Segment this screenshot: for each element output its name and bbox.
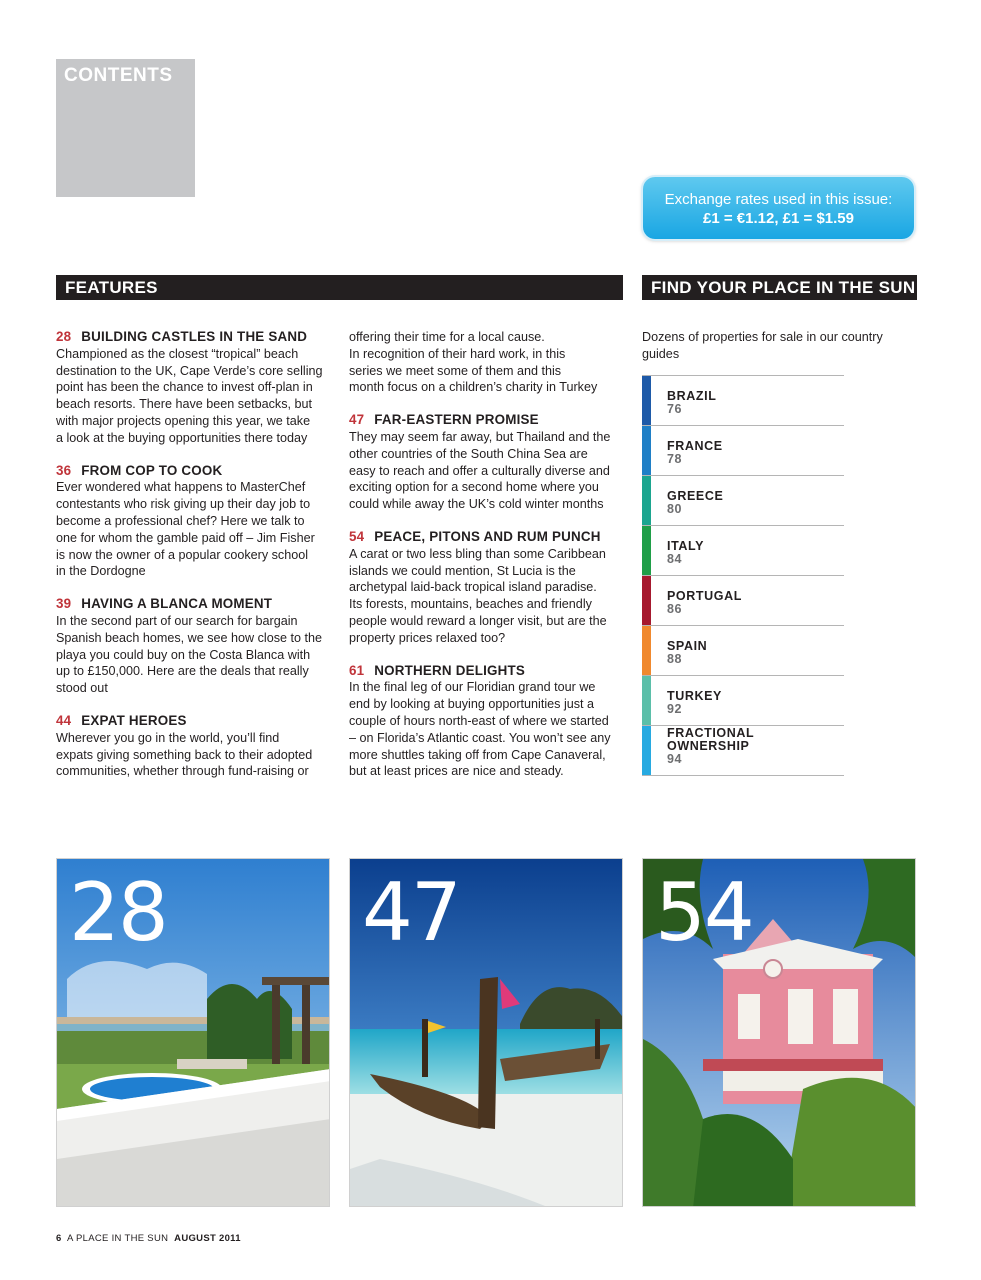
- feature-text: In the second part of our search for bargain Spanish beach homes, we see how close to the playa you could buy on the Costa Blanca with up to £150,000. Here are the deals that really stood out: [56, 613, 323, 696]
- guide-name: BRAZIL: [667, 389, 717, 403]
- feature-item[interactable]: [349, 663, 624, 781]
- guide-item-fractional-ownership[interactable]: [642, 726, 844, 776]
- guide-item-france[interactable]: [642, 426, 844, 476]
- feature-item[interactable]: [349, 529, 624, 647]
- guide-item-greece[interactable]: [642, 476, 844, 526]
- feature-page-number: 28: [56, 329, 72, 344]
- feature-page-number: 61: [349, 662, 365, 678]
- guide-color-bar: [642, 726, 651, 775]
- footer-magazine: A PLACE IN THE SUN: [66, 1233, 169, 1244]
- exchange-rate-values: £1 = €1.12, £1 = $1.59: [703, 210, 854, 227]
- exchange-rate-label: Exchange rates used in this issue:: [664, 191, 893, 208]
- feature-text: offering their time for a local cause. In recognition of their hard work, in this series we meet some of them and this month focus on a children’s charity in Turkey: [349, 330, 598, 395]
- guide-color-bar: [642, 476, 651, 525]
- feature-continuation: [349, 329, 624, 396]
- guide-color-bar: [642, 526, 651, 575]
- guide-name: FRANCE: [667, 439, 723, 453]
- feature-text: Ever wondered what happens to MasterChef contestants who risk giving up their day job to become a professional chef? Here we talk to one for whom the gamble paid off – Jim Fisher is now the owner of a popular cookery school in the Dordogne: [56, 480, 315, 579]
- guide-name: GREECE: [667, 489, 724, 503]
- guide-color-bar: [642, 376, 651, 425]
- features-column-1: [56, 329, 331, 796]
- guide-item-spain[interactable]: [642, 626, 844, 676]
- feature-title: BUILDING CASTLES IN THE SAND: [81, 329, 308, 344]
- features-heading: FEATURES: [56, 275, 623, 300]
- feature-page-number: 54: [349, 528, 365, 544]
- feature-text: A carat or two less bling than some Caribbean islands we could mention, St Lucia is the archetypal laid-back tropical island paradise. Its forests, mountains, beaches and friendly people would reward a longer visit, but are the property prices relaxed too?: [349, 546, 607, 645]
- guide-page: 78: [667, 452, 683, 466]
- feature-item[interactable]: [56, 713, 331, 780]
- guide-color-bar: [642, 626, 651, 675]
- page-footer: [56, 1233, 241, 1244]
- feature-title: PEACE, PITONS AND RUM PUNCH: [374, 528, 601, 544]
- photo-thailand-boat[interactable]: [349, 858, 623, 1207]
- feature-text: They may seem far away, but Thailand and the other countries of the South China Sea are easy to reach and offer a culturally diverse and exciting option for a second home where you could while away the UK’s cold winter months: [349, 429, 611, 512]
- feature-item[interactable]: [349, 412, 624, 513]
- guide-page: 76: [667, 402, 683, 416]
- feature-page-number: 39: [56, 596, 72, 612]
- feature-title: HAVING A BLANCA MOMENT: [81, 596, 273, 612]
- guide-color-bar: [642, 576, 651, 625]
- feature-item[interactable]: [56, 329, 331, 447]
- feature-page-number: 47: [349, 412, 365, 428]
- contents-box: [56, 59, 195, 197]
- feature-page-number: 44: [56, 712, 72, 728]
- guide-page: 84: [667, 552, 683, 566]
- photo-page-number: 47: [362, 866, 460, 959]
- guide-item-portugal[interactable]: [642, 576, 844, 626]
- feature-text: Wherever you go in the world, you’ll find expats giving something back to their adopted communities, whether through fund-raising or: [56, 730, 313, 779]
- photo-page-number: 28: [69, 866, 167, 959]
- feature-text: Championed as the closest “tropical” beach destination to the UK, Cape Verde’s core selling point has been the chance to invest off-plan in beach resorts. There have been setbacks, but with major projects opening this year, we take a look at the buying opportunities there today: [56, 346, 323, 445]
- features-column-2: [349, 329, 624, 796]
- contents-title: CONTENTS: [64, 65, 173, 86]
- guide-name: ITALY: [667, 539, 705, 553]
- guide-color-bar: [642, 676, 651, 725]
- guide-page: 80: [667, 502, 683, 516]
- guide-item-turkey[interactable]: [642, 676, 844, 726]
- feature-item[interactable]: [56, 463, 331, 581]
- feature-title: NORTHERN DELIGHTS: [374, 662, 525, 678]
- guide-name: FRACTIONAL: [667, 726, 755, 740]
- guide-page: 94: [667, 752, 683, 766]
- guide-item-italy[interactable]: [642, 526, 844, 576]
- guide-page: 92: [667, 702, 683, 716]
- photo-page-number: 54: [655, 866, 753, 959]
- feature-page-number: 36: [56, 462, 72, 478]
- find-place-heading: FIND YOUR PLACE IN THE SUN: [642, 275, 917, 300]
- guide-name: SPAIN: [667, 639, 708, 653]
- exchange-rate-box: [643, 177, 914, 239]
- guide-name: TURKEY: [667, 689, 722, 703]
- guide-item-brazil[interactable]: [642, 376, 844, 426]
- guide-name-line2: OWNERSHIP: [667, 739, 750, 753]
- feature-title: FROM COP TO COOK: [81, 462, 223, 478]
- guide-page: 86: [667, 602, 683, 616]
- guide-name: PORTUGAL: [667, 589, 742, 603]
- country-guide-list: [642, 375, 844, 776]
- guide-page: 88: [667, 652, 683, 666]
- guide-color-bar: [642, 426, 651, 475]
- photo-cape-verde-villa[interactable]: [56, 858, 330, 1207]
- footer-page-number: 6: [56, 1233, 62, 1244]
- footer-issue: AUGUST 2011: [174, 1233, 241, 1244]
- feature-title: FAR-EASTERN PROMISE: [374, 412, 539, 428]
- feature-title: EXPAT HEROES: [81, 712, 187, 728]
- find-intro-text: Dozens of properties for sale in our country guides: [642, 330, 883, 361]
- photo-st-lucia-house[interactable]: [642, 858, 916, 1207]
- feature-item[interactable]: [56, 596, 331, 697]
- feature-text: In the final leg of our Floridian grand tour we end by looking at buying opportunities just a couple of hours north-east of where we started – on Florida’s Atlantic coast. You won’t see any more shuttles taking off from Cape Canaveral, but at least prices are nice and steady.: [349, 680, 611, 779]
